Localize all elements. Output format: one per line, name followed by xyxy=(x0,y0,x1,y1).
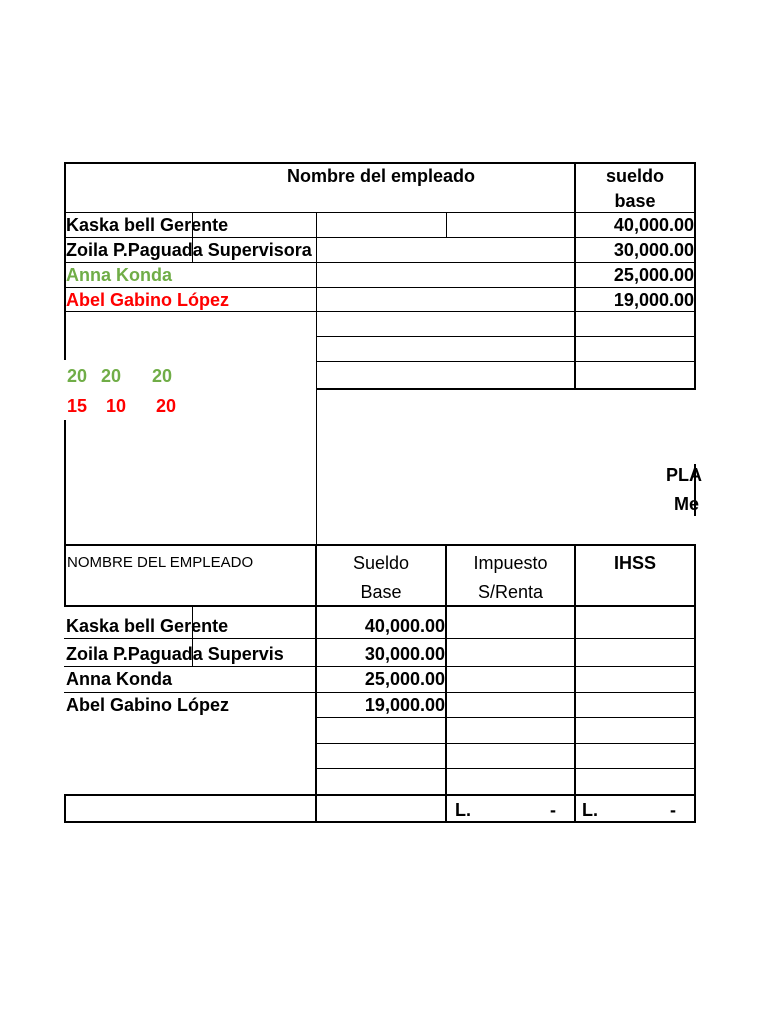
title-line1: PLA xyxy=(666,465,702,485)
employee-salary: 40,000.00 xyxy=(364,616,445,636)
name-column-header: NOMBRE DEL EMPLEADO xyxy=(67,554,254,571)
tax-column-header-line2: S/Renta xyxy=(477,582,544,602)
employee-salary: 30,000.00 xyxy=(613,240,694,260)
employee-name: Kaska bell Gerente xyxy=(66,215,229,235)
tax-column-header-line1: Impuesto xyxy=(473,553,548,573)
employee-salary: 40,000.00 xyxy=(613,215,694,235)
note-value: 20 xyxy=(67,366,88,386)
ihss-column-header: IHSS xyxy=(613,553,656,573)
employee-name: Anna Konda xyxy=(66,669,172,689)
employee-name: Abel Gabino López xyxy=(66,290,230,310)
employee-salary: 30,000.00 xyxy=(364,644,445,664)
employee-salary: 19,000.00 xyxy=(613,290,694,310)
salary-column-header-line2: base xyxy=(614,191,656,211)
employee-name: Kaska bell Gerente xyxy=(66,616,229,636)
tax-total-value: - xyxy=(550,800,556,820)
employee-name: Abel Gabino López xyxy=(66,695,230,715)
note-value: 20 xyxy=(101,366,122,386)
employee-salary: 25,000.00 xyxy=(364,669,445,689)
salary-column-header-line1: Sueldo xyxy=(352,553,410,573)
planilla-title-cut xyxy=(600,464,702,518)
ihss-total-currency: L. xyxy=(582,800,598,820)
note-value: 15 xyxy=(67,396,88,416)
employee-name: Zoila P.Paguada Supervis xyxy=(66,644,284,664)
employee-name: Anna Konda xyxy=(66,265,172,285)
employee-salary: 19,000.00 xyxy=(364,695,445,715)
title-line2: Me xyxy=(673,494,699,514)
salary-column-header-line2: Base xyxy=(360,582,402,602)
ihss-total-value: - xyxy=(670,800,676,820)
tax-total-currency: L. xyxy=(455,800,471,820)
name-column-header: Nombre del empleado xyxy=(286,166,476,186)
employee-salary: 25,000.00 xyxy=(613,265,694,285)
note-value: 10 xyxy=(106,396,127,416)
note-value: 20 xyxy=(152,366,173,386)
note-value: 20 xyxy=(156,396,177,416)
employee-name: Zoila P.Paguada Supervisora xyxy=(66,240,312,260)
salary-column-header-line1: sueldo xyxy=(605,166,664,186)
